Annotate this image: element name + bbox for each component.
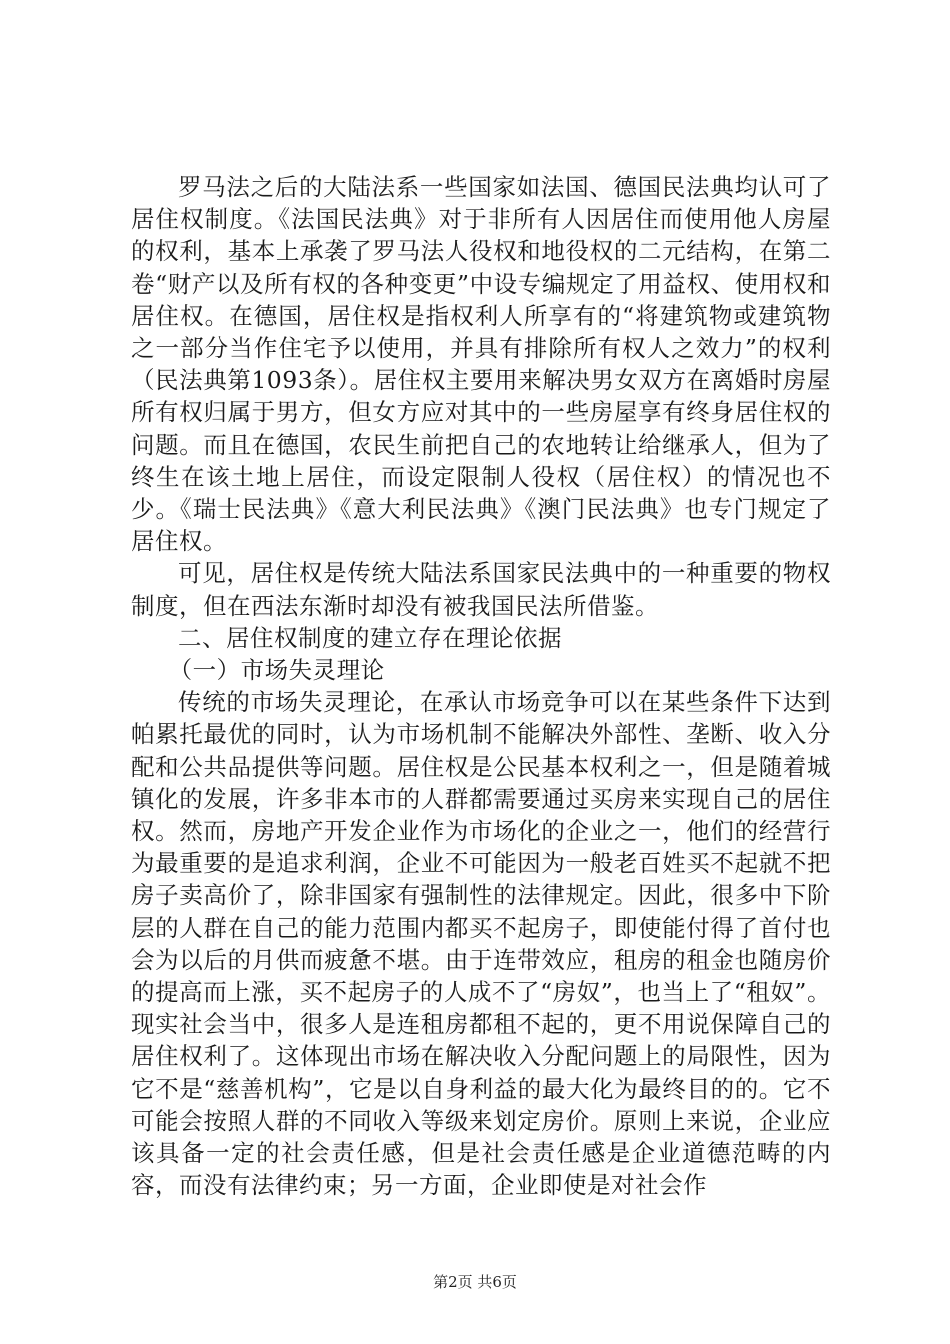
- paragraph-market-failure: 传统的市场失灵理论，在承认市场竞争可以在某些条件下达到帕累托最优的同时，认为市场机制不能解决外部性、垄断、收入分配和公共品提供等问题。居住权是公民基本权利之一，但是随着城镇化的发展，许多非本市的人群都需要通过买房来实现自己的居住权。然而，房地产开发企业作为市场化的企业之一，他们的经营行为最重要的是追求利润，企业不可能因为一般老百姓买不起就不把房子卖高价了，除非国家有强制性的法律规定。因此，很多中下阶层的人群在自己的能力范围内都买不起房子，即使能付得了首付也会为以后的月供而疲惫不堪。由于连带效应，租房的租金也随房价的提高而上涨，买不起房子的人成不了“房奴”，也当上了“租奴”。现实社会当中，很多人是连租房都租不起的，更不用说保障自己的居住权利了。这体现出市场在解决收入分配问题上的局限性，因为它不是“慈善机构”，它是以自身利益的最大化为最终目的的。它不可能会按照人群的不同收入等级来划定房价。原则上来说，企业应该具备一定的社会责任感，但是社会责任感是企业道德范畴的内容，而没有法律约束；另一方面，企业即使是对社会作: [131, 688, 831, 1200]
- section-heading: 二、居住权制度的建立存在理论依据: [178, 623, 562, 652]
- paragraph-summary: 可见，居住权是传统大陆法系国家民法典中的一种重要的物权制度，但在西法东渐时却没有被我国民法所借鉴。: [131, 559, 831, 620]
- paragraph-civil-law-history: 罗马法之后的大陆法系一些国家如法国、德国民法典均认可了居住权制度。《法国民法典》对于非所有人因居住而使用他人房屋的权利，基本上承袭了罗马法人役权和地役权的二元结构，在第二卷“财产以及所有权的各种变更”中设专编规定了用益权、使用权和居住权。在德国，居住权是指权利人所享有的“将建筑物或建筑物之一部分当作住宅予以使用，并具有排除所有权人之效力”的权利（民法典第1093条）。居住权主要用来解决男女双方在离婚时房屋所有权归属于男方，但女方应对其中的一些房屋享有终身居住权的问题。而且在德国，农民生前把自己的农地转让给继承人，但为了终生在该土地上居住，而设定限制人役权（居住权）的情况也不少。《瑞士民法典》《意大利民法典》《澳门民法典》也专门规定了居住权。: [131, 173, 831, 556]
- page-number-footer: 第2页 共6页: [433, 1273, 517, 1291]
- subsection-heading: （一）市场失灵理论: [168, 656, 385, 685]
- document-body: [131, 171, 831, 1202]
